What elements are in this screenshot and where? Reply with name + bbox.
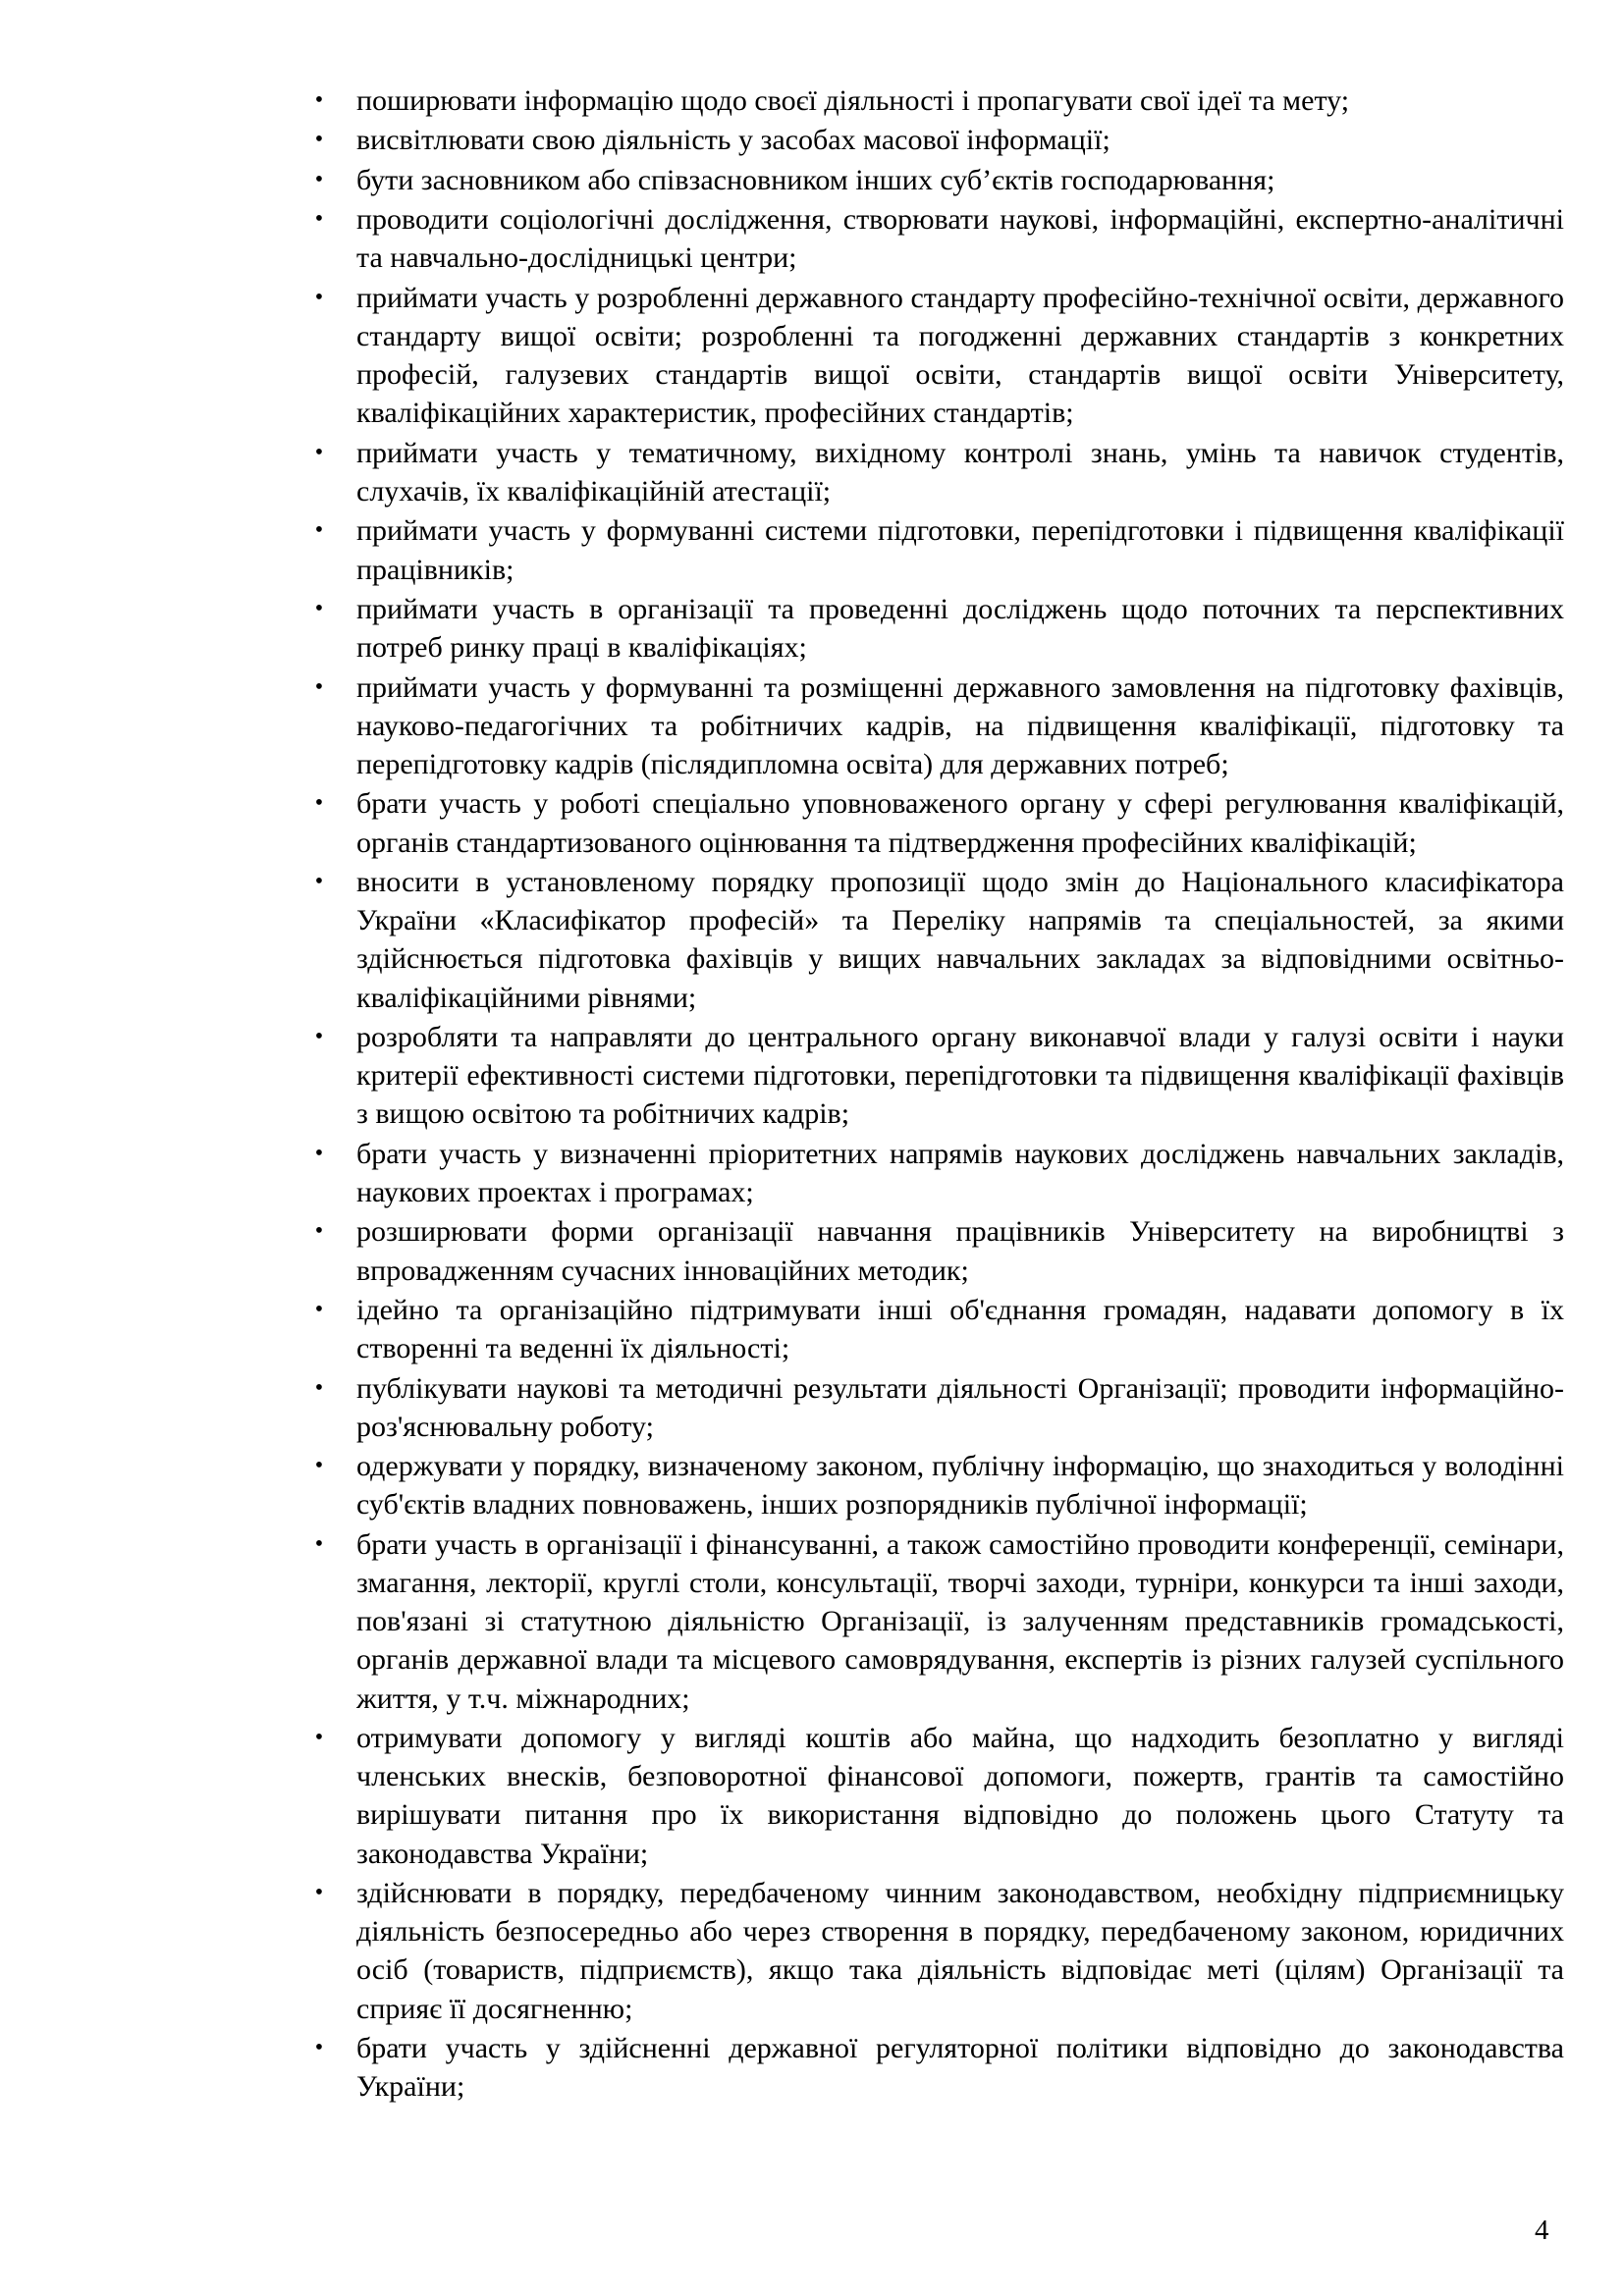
list-item	[307, 1212, 1564, 1289]
bullet-icon: •	[314, 166, 324, 192]
list-item	[307, 1874, 1564, 2028]
bullet-icon: •	[314, 127, 324, 153]
list-item	[307, 1447, 1564, 1523]
list-item-text: брати участь в організації і фінансуванні, а також самостійно проводити конференції, семінари, змагання, лекторії, круглі столи, консультації, творчі заходи, турніри, конкурси та інші заходи, пов'язані зі статутною діяльністю Організації, із залученням представників громадськості, органів державної влади та місцевого самоврядування, експертів із різних галузей суспільного життя, у т.ч. міжнародних;	[356, 1527, 1564, 1715]
list-item-text: розробляти та направляти до центрального органу виконавчої влади у галузі освіти і науки критерії ефективності системи підготовки, перепідготовки та підвищення кваліфікації фахівців з вищою освітою та робітничих кадрів;	[356, 1020, 1564, 1131]
bullet-icon: •	[314, 517, 324, 544]
bullet-list	[307, 81, 1564, 2108]
list-item-text: приймати участь у формуванні системи підготовки, перепідготовки і підвищення кваліфікації працівників;	[356, 514, 1564, 586]
bullet-icon: •	[314, 1374, 324, 1401]
list-item	[307, 434, 1564, 510]
list-item	[307, 200, 1564, 277]
bullet-icon: •	[314, 790, 324, 817]
bullet-icon: •	[314, 595, 324, 621]
bullet-icon: •	[314, 1724, 324, 1750]
list-item-text: брати участь у визначенні пріоритетних напрямів наукових досліджень навчальних закладів, наукових проектах і програмах;	[356, 1137, 1564, 1208]
list-item-text: ідейно та організаційно підтримувати інші об'єднання громадян, надавати допомогу в їх створенні та веденні їх діяльності;	[356, 1293, 1564, 1365]
bullet-icon: •	[314, 1218, 324, 1245]
list-item	[307, 1719, 1564, 1873]
list-item	[307, 1018, 1564, 1134]
bullet-icon: •	[314, 206, 324, 233]
list-item	[307, 511, 1564, 588]
list-item	[307, 863, 1564, 1017]
list-item-text: брати участь у здійсненні державної регуляторної політики відповідно до законодавства України;	[356, 2031, 1564, 2104]
list-item-text: брати участь у роботі спеціально уповноваженого органу у сфері регулювання кваліфікацій, органів стандартизованого оцінювання та підтвердження професійних кваліфікацій;	[356, 787, 1564, 859]
bullet-icon: •	[314, 2034, 324, 2060]
list-item	[307, 121, 1564, 159]
list-item	[307, 1135, 1564, 1211]
list-item-text: приймати участь у тематичному, вихідному контролі знань, умінь та навичок студентів, слухачів, їх кваліфікаційній атестації;	[356, 436, 1564, 507]
list-item-text: приймати участь у формуванні та розміщенні державного замовлення на підготовку фахівців, науково-педагогічних та робітничих кадрів, на підвищення кваліфікації, підготовку та перепідготовку кадрів (післядипломна освіта) для державних потреб;	[356, 670, 1564, 780]
bullet-icon: •	[314, 284, 324, 310]
list-item-text: приймати участь в організації та проведенні досліджень щодо поточних та перспективних потреб ринку праці в кваліфікаціях;	[356, 592, 1564, 665]
bullet-icon: •	[314, 1879, 324, 1905]
list-item	[307, 279, 1564, 433]
list-item-text: публікувати наукові та методичні результати діяльності Організації; проводити інформаційно-роз'яснювальну роботу;	[356, 1371, 1564, 1443]
bullet-icon: •	[314, 439, 324, 465]
bullet-icon: •	[314, 1140, 324, 1166]
bullet-icon: •	[314, 1530, 324, 1557]
list-item-text: висвітлювати свою діяльність у засобах масової інформації;	[356, 124, 1110, 157]
list-item	[307, 1369, 1564, 1446]
bullet-icon: •	[314, 1023, 324, 1049]
list-item-text: приймати участь у розробленні державного стандарту професійно-технічної освіти, державного стандарту вищої освіти; розробленні та погодженні державних стандартів з конкретних професій, галузевих стандартів вищої освіти, стандартів вищої освіти Університету, кваліфікаційних характеристик, професійних стандартів;	[356, 281, 1564, 430]
bullet-icon: •	[314, 868, 324, 894]
bullet-icon: •	[314, 87, 324, 113]
bullet-icon: •	[314, 1296, 324, 1322]
list-item-text: одержувати у порядку, визначеному законом, публічну інформацію, що знаходиться у володінні суб'єктів владних повноважень, інших розпорядників публічної інформації;	[356, 1450, 1564, 1522]
list-item-text: поширювати інформацію щодо своєї діяльності і пропагувати свої ідеї та мету;	[356, 84, 1350, 117]
list-item	[307, 1291, 1564, 1367]
list-item-text: розширювати форми організації навчання працівників Університету на виробництві з впровадженням сучасних інноваційних методик;	[356, 1215, 1564, 1287]
list-item-text: проводити соціологічні дослідження, створювати наукові, інформаційні, експертно-аналітичні та навчально-дослідницькі центри;	[356, 203, 1564, 275]
list-item	[307, 81, 1564, 120]
list-item-text: бути засновником або співзасновником інших суб’єктів господарювання;	[356, 163, 1275, 196]
bullet-icon: •	[314, 1453, 324, 1479]
page-number: 4	[1535, 2215, 1549, 2246]
list-item	[307, 1525, 1564, 1718]
list-item	[307, 784, 1564, 861]
list-item-text: вносити в установленому порядку пропозиції щодо змін до Національного класифікатора України «Класифікатор професій» та Переліку напрямів та спеціальностей, за якими здійснюється підготовка фахівців у вищих навчальних закладах за відповідними освітньо-кваліфікаційними рівнями;	[356, 865, 1564, 1014]
list-item	[307, 668, 1564, 784]
list-item	[307, 2029, 1564, 2106]
list-item	[307, 161, 1564, 199]
bullet-icon: •	[314, 673, 324, 700]
list-item	[307, 590, 1564, 667]
list-item-text: отримувати допомогу у вигляді коштів або майна, що надходить безоплатно у вигляді членських внесків, безповоротної фінансової допомоги, пожертв, грантів та самостійно вирішувати питання про їх використання відповідно до положень цього Статуту та законодавства України;	[356, 1721, 1564, 1870]
list-item-text: здійснювати в порядку, передбаченому чинним законодавством, необхідну підприємницьку діяльність безпосередньо або через створення в порядку, передбаченому законом, юридичних осіб (товариств, підприємств), якщо така діяльність відповідає меті (цілям) Організації та сприяє її досягненню;	[356, 1876, 1564, 2025]
